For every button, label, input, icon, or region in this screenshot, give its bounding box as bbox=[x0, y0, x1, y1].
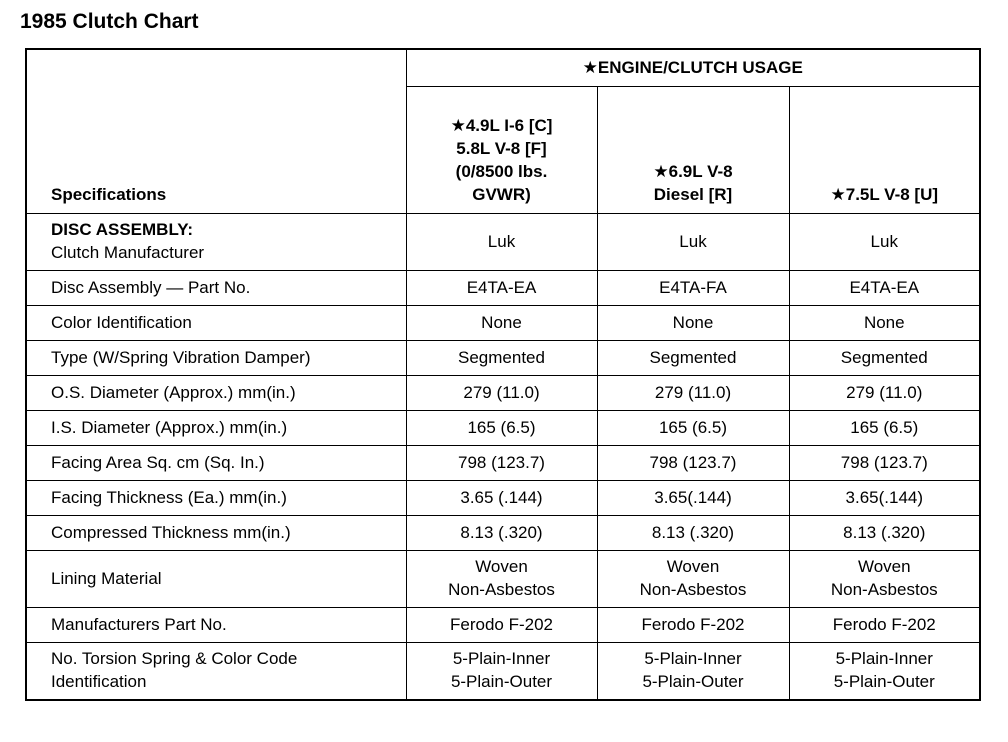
value-cell bbox=[789, 341, 980, 376]
spec-label-cell bbox=[26, 551, 406, 608]
spec-label: Facing Thickness (Ea.) mm(in.) bbox=[51, 487, 287, 507]
spec-label-cell bbox=[26, 643, 406, 701]
value-cell bbox=[789, 214, 980, 271]
spec-label: Disc Assembly — Part No. bbox=[51, 277, 251, 297]
engine-clutch-usage-header: ★ENGINE/CLUTCH USAGE bbox=[406, 49, 980, 87]
value-text: Non-Asbestos bbox=[639, 580, 747, 599]
table-row bbox=[26, 643, 980, 701]
value-text: 798 (123.7) bbox=[649, 452, 737, 472]
value-text: 5-Plain-Inner bbox=[835, 649, 933, 669]
value-cell bbox=[406, 376, 597, 411]
value-cell bbox=[406, 306, 597, 341]
value-text: 8.13 (.320) bbox=[843, 522, 926, 542]
value-cell bbox=[406, 608, 597, 643]
value-cell bbox=[406, 341, 597, 376]
value-cell bbox=[597, 481, 789, 516]
value-text: Segmented bbox=[458, 347, 545, 367]
value-text: E4TA-EA bbox=[849, 277, 920, 297]
value-text: 5-Plain-Inner bbox=[644, 649, 742, 669]
value-text: None bbox=[481, 312, 522, 332]
spec-label: Clutch Manufacturer bbox=[51, 243, 205, 262]
value-text: None bbox=[863, 312, 905, 332]
value-text: 279 (11.0) bbox=[654, 382, 732, 402]
specifications-header: Specifications bbox=[26, 49, 406, 214]
value-text: 5-Plain-Outer bbox=[450, 672, 553, 691]
value-text: E4TA-FA bbox=[659, 277, 727, 297]
value-text: 3.65(.144) bbox=[845, 487, 924, 507]
value-cell bbox=[597, 551, 789, 608]
section-label: DISC ASSEMBLY: bbox=[51, 220, 194, 240]
value-text: 279 (11.0) bbox=[463, 382, 540, 402]
spec-label: Facing Area Sq. cm (Sq. In.) bbox=[51, 452, 265, 472]
spec-label-cell bbox=[26, 516, 406, 551]
value-text: Non-Asbestos bbox=[830, 580, 938, 599]
spec-label: Identification bbox=[51, 672, 147, 691]
value-text: Ferodo F-202 bbox=[450, 614, 553, 634]
value-text: Luk bbox=[870, 231, 898, 251]
spec-label-cell bbox=[26, 341, 406, 376]
table-row bbox=[26, 376, 980, 411]
spec-label-cell bbox=[26, 411, 406, 446]
engine-column-header: ★6.9L V-8 Diesel [R] bbox=[597, 87, 789, 214]
spec-label-cell bbox=[26, 446, 406, 481]
value-text: 279 (11.0) bbox=[846, 382, 923, 402]
value-text: Woven bbox=[666, 557, 720, 577]
value-text: 5-Plain-Outer bbox=[833, 672, 935, 691]
value-cell bbox=[406, 214, 597, 271]
value-cell bbox=[789, 271, 980, 306]
value-text: Ferodo F-202 bbox=[641, 614, 745, 634]
table-row bbox=[26, 411, 980, 446]
table-row bbox=[26, 516, 980, 551]
value-text: Luk bbox=[679, 231, 707, 251]
value-text: 165 (6.5) bbox=[850, 417, 919, 437]
value-text: Woven bbox=[857, 557, 911, 577]
value-text: 3.65(.144) bbox=[654, 487, 732, 507]
value-text: 5-Plain-Inner bbox=[452, 649, 551, 669]
value-text: Segmented bbox=[649, 347, 737, 367]
spec-label: Manufacturers Part No. bbox=[51, 614, 227, 634]
value-cell bbox=[789, 446, 980, 481]
value-text: Ferodo F-202 bbox=[832, 614, 936, 634]
spec-label: Compressed Thickness mm(in.) bbox=[51, 522, 291, 542]
value-cell bbox=[789, 551, 980, 608]
value-cell bbox=[597, 341, 789, 376]
value-cell bbox=[597, 306, 789, 341]
table-row bbox=[26, 214, 980, 271]
spec-label: O.S. Diameter (Approx.) mm(in.) bbox=[51, 382, 296, 402]
spec-label-cell bbox=[26, 608, 406, 643]
engine-column-header: ★7.5L V-8 [U] bbox=[789, 87, 980, 214]
value-text: Luk bbox=[487, 231, 516, 251]
table-row bbox=[26, 341, 980, 376]
table-row bbox=[26, 608, 980, 643]
spec-label: No. Torsion Spring & Color Code bbox=[51, 649, 298, 669]
value-cell bbox=[406, 516, 597, 551]
value-text: 5-Plain-Outer bbox=[642, 672, 744, 691]
value-text: 165 (6.5) bbox=[658, 417, 728, 437]
value-cell bbox=[789, 481, 980, 516]
spec-label: Color Identification bbox=[51, 312, 192, 332]
page-title: 1985 Clutch Chart bbox=[20, 10, 199, 33]
value-text: 3.65 (.144) bbox=[460, 487, 543, 507]
value-text: 165 (6.5) bbox=[467, 417, 536, 437]
value-text: 798 (123.7) bbox=[458, 452, 545, 472]
table-row bbox=[26, 306, 980, 341]
spec-label: I.S. Diameter (Approx.) mm(in.) bbox=[51, 417, 288, 437]
value-cell bbox=[789, 376, 980, 411]
value-cell bbox=[406, 411, 597, 446]
spec-label-cell bbox=[26, 376, 406, 411]
value-text: Segmented bbox=[840, 347, 928, 367]
spec-label-cell bbox=[26, 214, 406, 271]
value-cell bbox=[789, 411, 980, 446]
spec-label-cell bbox=[26, 481, 406, 516]
value-cell bbox=[597, 376, 789, 411]
value-cell bbox=[597, 643, 789, 701]
spec-label-cell bbox=[26, 271, 406, 306]
value-cell bbox=[597, 411, 789, 446]
spec-label: Type (W/Spring Vibration Damper) bbox=[51, 347, 311, 367]
table-row bbox=[26, 271, 980, 306]
engine-column-header: ★4.9L I-6 [C] 5.8L V-8 [F] (0/8500 lbs. GVWR) bbox=[406, 87, 597, 214]
value-cell bbox=[597, 608, 789, 643]
value-cell bbox=[789, 608, 980, 643]
value-text: 8.13 (.320) bbox=[651, 522, 735, 542]
value-text: None bbox=[672, 312, 714, 332]
value-cell bbox=[406, 551, 597, 608]
value-cell bbox=[406, 481, 597, 516]
clutch-chart-table bbox=[25, 48, 981, 701]
value-cell bbox=[406, 446, 597, 481]
value-cell bbox=[789, 306, 980, 341]
spec-label: Lining Material bbox=[51, 568, 162, 588]
value-cell bbox=[597, 214, 789, 271]
value-cell bbox=[597, 516, 789, 551]
value-cell bbox=[597, 446, 789, 481]
value-cell bbox=[406, 643, 597, 701]
value-cell bbox=[789, 643, 980, 701]
value-cell bbox=[406, 271, 597, 306]
table-row bbox=[26, 481, 980, 516]
value-text: E4TA-EA bbox=[466, 277, 537, 297]
value-text: 798 (123.7) bbox=[840, 452, 928, 472]
table-row bbox=[26, 446, 980, 481]
value-cell bbox=[597, 271, 789, 306]
table-row bbox=[26, 551, 980, 608]
value-cell bbox=[789, 516, 980, 551]
value-text: Woven bbox=[475, 557, 528, 577]
value-text: 8.13 (.320) bbox=[460, 522, 543, 542]
value-text: Non-Asbestos bbox=[448, 580, 555, 599]
spec-label-cell bbox=[26, 306, 406, 341]
